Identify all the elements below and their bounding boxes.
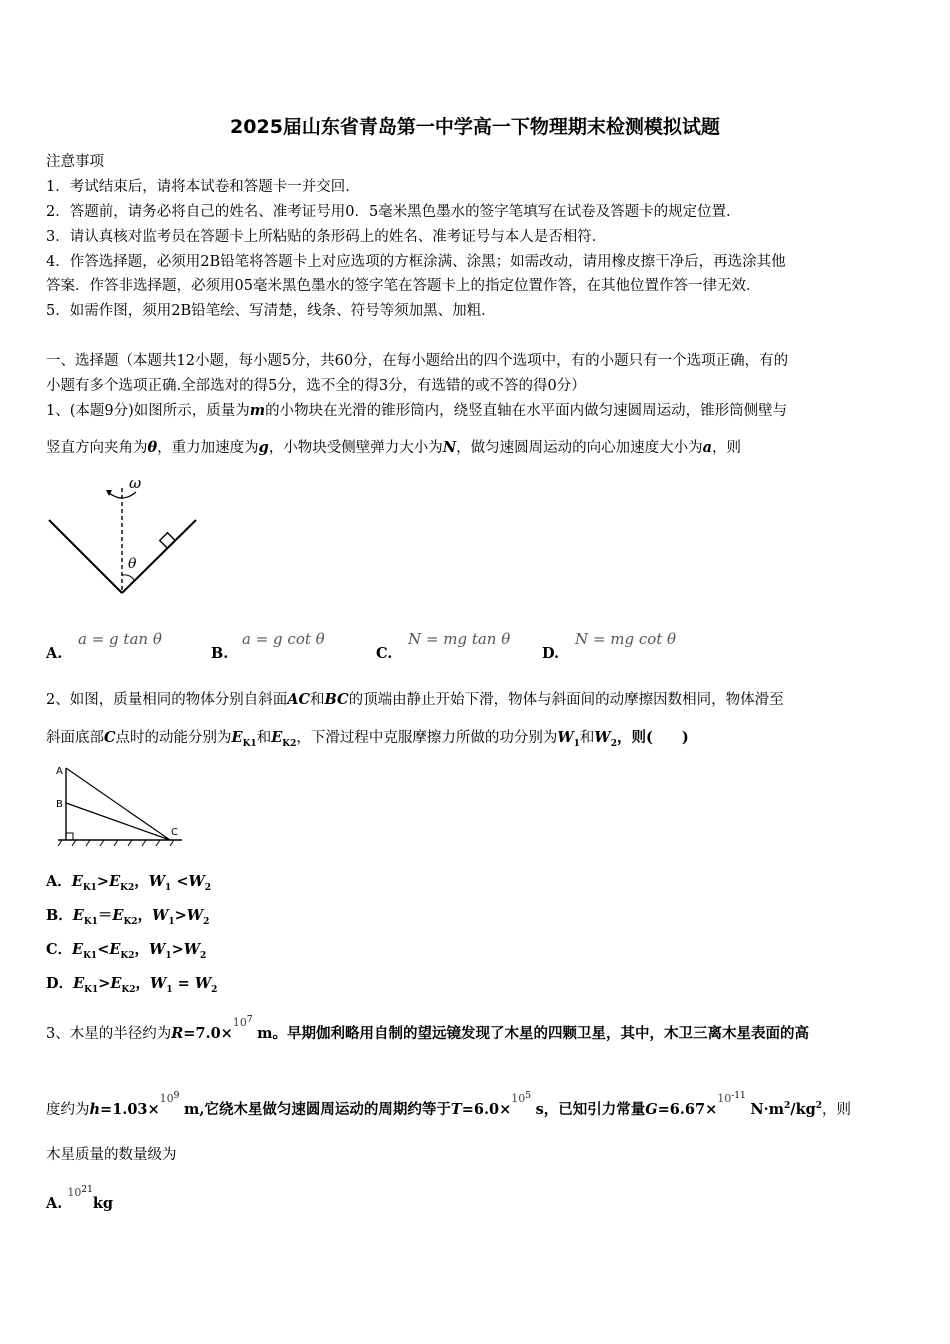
- cone-diagram: [44, 470, 204, 600]
- q1-option-c-label[interactable]: C.: [376, 645, 393, 662]
- page-title: 2025届山东省青岛第一中学高一下物理期末检测模拟试题: [230, 116, 720, 138]
- incline-diagram: [52, 760, 192, 852]
- q2-option-b[interactable]: B．$E_{K1}=E_{K2}$，$W_1>W_2$: [46, 907, 210, 927]
- theta-label: θ: [128, 556, 137, 572]
- notice-heading: 注意事项: [46, 154, 104, 170]
- point-c-label: C: [171, 827, 178, 838]
- q1-option-b-label[interactable]: B.: [211, 645, 229, 662]
- omega-label: ω: [129, 474, 142, 492]
- q1-option-a-formula: a = g tan θ: [78, 630, 162, 648]
- q2-option-c[interactable]: C．$E_{K1}<E_{K2}$，$W_1>W_2$: [46, 941, 207, 961]
- q2-option-d[interactable]: D．$E_{K1}>E_{K2}$，$W_1 = W_2$: [46, 975, 218, 995]
- q3-option-a[interactable]: A. $^{1021}$kg: [46, 1185, 114, 1212]
- q1-text: 竖直方向夹角为θ，重力加速度为g，小物块受侧壁弹力大小为N，做匀速圆周运动的向心加速度大小为a，则: [46, 439, 741, 456]
- q1-option-c-formula: N = mg tan θ: [408, 630, 511, 648]
- q3-text: 木星质量的数量级为: [46, 1147, 177, 1163]
- q1-option-d-formula: N = mg cot θ: [575, 630, 677, 648]
- q1-option-a-label[interactable]: A.: [46, 645, 63, 662]
- notice-item: 2．答题前，请务必将自己的姓名、准考证号用0．5毫米黑色墨水的签字笔填写在试卷及答题卡的规定位置．: [46, 204, 741, 220]
- q1-text: 1、(本题9分)如图所示，质量为m的小物块在光滑的锥形筒内，绕竖直轴在水平面内做匀速圆周运动，锥形筒侧壁与: [46, 402, 788, 419]
- q1-option-b-formula: a = g cot θ: [242, 630, 325, 648]
- notice-item: 3．请认真核对监考员在答题卡上所粘贴的条形码上的姓名、准考证号与本人是否相符．: [46, 229, 607, 245]
- notice-item: 答案．作答非选择题，必须用05毫米黑色墨水的签字笔在答题卡上的指定位置作答，在其他位置作答一律无效．: [46, 278, 761, 294]
- notice-item: 5．如需作图，须用2B铅笔绘、写清楚，线条、符号等须加黑、加粗．: [46, 303, 496, 319]
- section-heading: 小题有多个选项正确.全部选对的得5分，选不全的得3分，有选错的或不答的得0分）: [46, 378, 586, 394]
- point-a-label: A: [56, 766, 63, 777]
- q1-option-d-label[interactable]: D.: [542, 645, 560, 662]
- notice-item: 4．作答选择题，必须用2B铅笔将答题卡上对应选项的方框涂满、涂黑；如需改动，请用橡皮擦干净后，再选涂其他: [46, 254, 786, 270]
- point-b-label: B: [56, 799, 63, 810]
- notice-item: 1．考试结束后，请将本试卷和答题卡一并交回．: [46, 179, 360, 195]
- q2-option-a[interactable]: A．$E_{K1}>E_{K2}$，$W_1 <W_2$: [46, 873, 212, 893]
- q3-text: 度约为h=1.03×$^{109}$ m,它绕木星做匀速圆周运动的周期约等于T=6.0×$^{105}$ s，已知引力常量G=6.67×$^{10-11}$ $N\cdot m^2/kg^2$，则: [46, 1091, 852, 1118]
- section-heading: 一、选择题（本题共12小题，每小题5分，共60分，在每小题给出的四个选项中，有的小题只有一个选项正确，有的: [46, 353, 789, 369]
- q2-text: 斜面底部C点时的动能分别为$E_{K1}$和$E_{K2}$，下滑过程中克服摩擦力所做的功分别为$W_1$和$W_2$，则( ): [46, 729, 689, 749]
- q2-text: 2、如图，质量相同的物体分别自斜面AC和BC的顶端由静止开始下滑，物体与斜面间的动摩擦因数相同，物体滑至: [46, 691, 784, 708]
- q3-text: 3、木星的半径约为R=7.0×$^{107}$ m。早期伽利略用自制的望远镜发现了木星的四颗卫星，其中，木卫三离木星表面的高: [46, 1015, 810, 1042]
